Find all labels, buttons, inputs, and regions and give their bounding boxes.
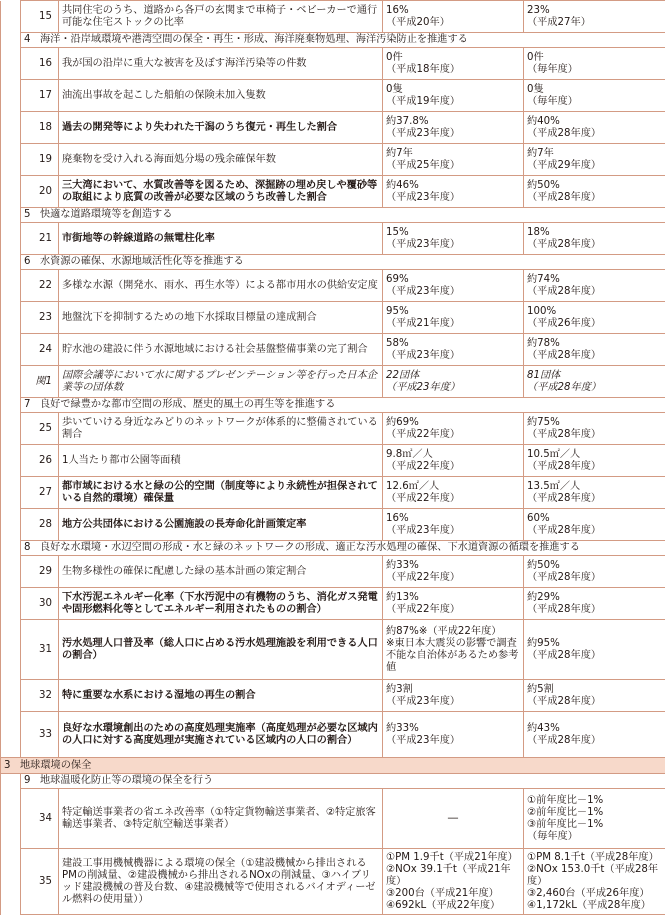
section-number: 5: [24, 209, 40, 221]
section-header-cell: [21, 398, 665, 413]
indent-cell: [1, 112, 21, 144]
indicator-description: 特定輸送事業者の省エネ改善率（①特定貨物輸送事業者、②特定旅客輸送事業者、③特定航空輸送事業者）: [59, 789, 383, 849]
target-value-line: 18%: [527, 227, 662, 239]
current-value-line: 22団体: [386, 370, 520, 382]
indicator-number: 33: [21, 712, 59, 758]
indicator-number: 32: [21, 680, 59, 712]
target-value-line: （平成28年度）: [527, 650, 662, 662]
target-value-cell: [524, 556, 665, 588]
current-value-cell: [383, 849, 524, 915]
indent-cell: [1, 509, 21, 541]
indicator-description: 生物多様性の確保に配慮した緑の基本計画の策定割合: [59, 556, 383, 588]
target-value-cell: [524, 509, 665, 541]
current-value-line: 12.6㎡／人: [386, 481, 520, 493]
indicator-number: 29: [21, 556, 59, 588]
current-value-cell: [383, 712, 524, 758]
target-value-line: 約50%: [527, 180, 662, 192]
current-value-cell: [383, 48, 524, 80]
current-value-line: （平成18年度）: [386, 64, 520, 76]
target-value-line: （平成28年度）: [527, 493, 662, 505]
current-value-cell: [383, 509, 524, 541]
current-value-line: 0隻: [386, 84, 520, 96]
indicator-row: [1, 849, 665, 915]
section-number: 4: [24, 34, 40, 46]
indicator-row: [1, 413, 665, 445]
target-value-line: （平成28年度）: [527, 128, 662, 140]
current-value-line: 約46%: [386, 180, 520, 192]
target-value-line: （平成28年度）: [527, 696, 662, 708]
current-value-cell: [383, 680, 524, 712]
indicator-number: 27: [21, 477, 59, 509]
indicator-description: 地盤沈下を抑制するための地下水採取目標量の達成割合: [59, 302, 383, 334]
current-value-line: 16%: [386, 513, 520, 525]
indicator-description: 地方公共団体における公園施設の長寿命化計画策定率: [59, 509, 383, 541]
indicator-number: 18: [21, 112, 59, 144]
current-value-cell: [383, 176, 524, 208]
current-value-line: 約69%: [386, 417, 520, 429]
indent-cell: [1, 223, 21, 255]
indent-cell: [1, 477, 21, 509]
indicator-description: 我が国の沿岸に重大な被害を及ぼす海洋汚染等の件数: [59, 48, 383, 80]
target-value-line: 81団体: [527, 370, 662, 382]
section-title: 海洋・沿岸域環境や港湾空間の保全・再生・形成、海洋廃棄物処理、海洋汚染防止を推進する: [40, 34, 468, 45]
current-value-line: （平成23年度）: [386, 696, 520, 708]
current-value-line: （平成23年度）: [386, 192, 520, 204]
target-value-line: 60%: [527, 513, 662, 525]
indent-cell: [1, 541, 21, 556]
target-value-line: （平成28年度）: [527, 382, 662, 394]
current-value-line: （平成19年度）: [386, 96, 520, 108]
target-value-line: （平成28年度）: [527, 461, 662, 473]
current-value-cell: [383, 1, 524, 33]
target-value-cell: [524, 48, 665, 80]
current-value-line: ①PM 1.9千t（平成21年度）: [386, 852, 520, 864]
indent-cell: [1, 849, 21, 915]
section-title: 快適な道路環境等を創造する: [40, 209, 172, 220]
indent-cell: [1, 144, 21, 176]
indicator-row: [1, 223, 665, 255]
target-value-line: 13.5㎡／人: [527, 481, 662, 493]
section-header-row: [1, 398, 665, 413]
indicator-description: 油流出事故を起こした船舶の保険未加入隻数: [59, 80, 383, 112]
current-value-cell: [383, 620, 524, 680]
target-value-cell: [524, 223, 665, 255]
section-header-cell: [21, 541, 665, 556]
target-value-cell: [524, 620, 665, 680]
current-value-cell: [383, 556, 524, 588]
target-value-cell: [524, 80, 665, 112]
target-value-cell: [524, 789, 665, 849]
indicator-row: [1, 620, 665, 680]
category-header-row: [1, 758, 665, 774]
indent-cell: [1, 556, 21, 588]
current-value-cell: [383, 334, 524, 366]
current-value-cell: [383, 144, 524, 176]
section-header-cell: [21, 33, 665, 48]
target-value-line: 0隻: [527, 84, 662, 96]
indicator-description: 建設工事用機械機器による環境の保全（①建設機械から排出されるPMの削減量、②建設機械から排出されるNOxの削減量、③ハイブリッド建設機械の普及台数、④建設機械等で使用されるバイオディーゼル燃料の使用量））: [59, 849, 383, 915]
target-value-line: （平成29年度）: [527, 160, 662, 172]
indicator-number: 30: [21, 588, 59, 620]
indent-cell: [1, 366, 21, 398]
target-value-cell: [524, 477, 665, 509]
indent-cell: [1, 255, 21, 270]
current-value-cell: [383, 302, 524, 334]
target-value-cell: [524, 366, 665, 398]
indicator-row: [1, 366, 665, 398]
target-value-line: 約50%: [527, 560, 662, 572]
current-value-line: ―: [386, 813, 520, 825]
indicator-description: 国際会議等において水に関するプレゼンテーション等を行った日本企業等の団体数: [59, 366, 383, 398]
current-value-cell: [383, 366, 524, 398]
target-value-cell: [524, 270, 665, 302]
target-value-cell: [524, 144, 665, 176]
section-header-cell: [21, 208, 665, 223]
target-value-line: （平成28年度）: [527, 350, 662, 362]
current-value-line: 約87%※（平成22年度）: [386, 626, 520, 638]
indicator-description: 良好な水環境創出のための高度処理実施率（高度処理が必要な区域内の人口に対する高度処理が実施されている区域内の人口の割合）: [59, 712, 383, 758]
current-value-line: （平成22年度）: [386, 493, 520, 505]
current-value-line: 9.8㎡／人: [386, 449, 520, 461]
section-number: 9: [24, 775, 40, 787]
indicator-description: 共同住宅のうち、道路から各戸の玄関まで車椅子・ベビーカーで通行可能な住宅ストックの比率: [59, 1, 383, 33]
current-value-line: ②NOx 39.1千t（平成21年度）: [386, 864, 520, 888]
target-value-line: 約78%: [527, 338, 662, 350]
category-header-cell: [1, 758, 665, 774]
target-value-line: 約74%: [527, 274, 662, 286]
target-value-line: （平成28年度）: [527, 286, 662, 298]
indent-cell: [1, 445, 21, 477]
section-number: 6: [24, 256, 40, 268]
indicator-row: [1, 1, 665, 33]
current-value-line: （平成20年）: [386, 17, 520, 29]
current-value-line: （平成23年度）: [386, 735, 520, 747]
current-value-line: （平成23年度）: [386, 350, 520, 362]
current-value-line: ④692kL（平成22年度）: [386, 900, 520, 912]
indent-cell: [1, 712, 21, 758]
target-value-cell: [524, 712, 665, 758]
indicator-description: 歩いていける身近なみどりのネットワークが体系的に整備されている割合: [59, 413, 383, 445]
section-header-row: [1, 255, 665, 270]
indent-cell: [1, 302, 21, 334]
current-value-line: 約37.8%: [386, 116, 520, 128]
indicator-row: [1, 477, 665, 509]
indicator-row: [1, 176, 665, 208]
indicator-row: [1, 712, 665, 758]
current-value-line: 約7年: [386, 148, 520, 160]
target-value-line: 約43%: [527, 723, 662, 735]
indicator-number: 22: [21, 270, 59, 302]
target-value-cell: [524, 680, 665, 712]
target-value-line: 約5割: [527, 684, 662, 696]
indicator-row: [1, 112, 665, 144]
target-value-cell: [524, 334, 665, 366]
current-value-line: 95%: [386, 306, 520, 318]
indent-cell: [1, 588, 21, 620]
indicator-description: 1人当たり都市公園等面積: [59, 445, 383, 477]
target-value-line: （平成28年度）: [527, 572, 662, 584]
indicator-number: 17: [21, 80, 59, 112]
current-value-cell: [383, 477, 524, 509]
indicator-number: 25: [21, 413, 59, 445]
target-value-line: ④1,172kL（平成28年度）: [527, 900, 662, 912]
target-value-line: （平成28年度）: [527, 239, 662, 251]
indicator-number: 34: [21, 789, 59, 849]
indicator-description: 過去の開発等により失われた干潟のうち復元・再生した割合: [59, 112, 383, 144]
current-value-cell: [383, 789, 524, 849]
target-value-line: ②NOx 153.0千t（平成28年度）: [527, 864, 662, 888]
indicator-row: [1, 48, 665, 80]
indicator-number: 関1: [21, 366, 59, 398]
current-value-line: 58%: [386, 338, 520, 350]
target-value-line: 約40%: [527, 116, 662, 128]
indent-cell: [1, 270, 21, 302]
indicator-row: [1, 144, 665, 176]
indicator-description: 三大湾において、水質改善等を図るため、深掘跡の埋め戻しや覆砂等の取組により底質の改善が必要な区域のうち改善した割合: [59, 176, 383, 208]
indicator-description: 多様な水源（開発水、雨水、再生水等）による都市用水の供給安定度: [59, 270, 383, 302]
section-title: 良好な水環境・水辺空間の形成・水と緑のネットワークの形成、適正な汚水処理の確保、下水道資源の循環を推進する: [40, 542, 580, 553]
current-value-cell: [383, 223, 524, 255]
indicator-row: [1, 556, 665, 588]
target-value-line: （毎年度）: [527, 96, 662, 108]
indent-cell: [1, 33, 21, 48]
current-value-line: 16%: [386, 5, 520, 17]
target-value-cell: [524, 849, 665, 915]
current-value-line: （平成25年度）: [386, 160, 520, 172]
indicator-description: 貯水池の建設に伴う水源地域における社会基盤整備事業の完了割合: [59, 334, 383, 366]
target-value-cell: [524, 588, 665, 620]
target-value-line: 約95%: [527, 638, 662, 650]
target-value-line: 0件: [527, 52, 662, 64]
target-value-line: ①前年度比－1%: [527, 795, 662, 807]
indicator-row: [1, 680, 665, 712]
indicator-description: 市街地等の幹線道路の無電柱化率: [59, 223, 383, 255]
current-value-cell: [383, 270, 524, 302]
category-number: 3: [4, 760, 20, 772]
current-value-cell: [383, 588, 524, 620]
target-value-line: 約75%: [527, 417, 662, 429]
current-value-line: （平成23年度）: [386, 525, 520, 537]
current-value-line: （平成21年度）: [386, 318, 520, 330]
section-header-cell: [21, 255, 665, 270]
target-value-line: 約7年: [527, 148, 662, 160]
indicator-description: 都市域における水と緑の公的空間（制度等により永続性が担保されている自然的環境）確保量: [59, 477, 383, 509]
indicator-number: 35: [21, 849, 59, 915]
current-value-line: （平成23年度）: [386, 128, 520, 140]
current-value-line: 約3割: [386, 684, 520, 696]
section-title: 良好で緑豊かな都市空間の形成、歴史的風土の再生等を推進する: [40, 399, 335, 410]
indent-cell: [1, 413, 21, 445]
current-value-line: ※東日本大震災の影響で調査不能な自治体があるため参考値: [386, 638, 520, 674]
indent-cell: [1, 334, 21, 366]
section-header-row: [1, 208, 665, 223]
indicator-description: 特に重要な水系における湿地の再生の割合: [59, 680, 383, 712]
indicator-number: 21: [21, 223, 59, 255]
target-value-line: 23%: [527, 5, 662, 17]
current-value-line: 15%: [386, 227, 520, 239]
current-value-line: （平成23年度）: [386, 382, 520, 394]
target-value-cell: [524, 176, 665, 208]
target-value-line: （平成28年度）: [527, 429, 662, 441]
indicator-row: [1, 509, 665, 541]
section-title: 水資源の確保、水源地域活性化等を推進する: [40, 256, 244, 267]
indicator-number: 31: [21, 620, 59, 680]
target-value-cell: [524, 1, 665, 33]
indicator-description: 廃棄物を受け入れる海面処分場の残余確保年数: [59, 144, 383, 176]
target-value-cell: [524, 112, 665, 144]
indicator-number: 28: [21, 509, 59, 541]
target-value-line: ③2,460台（平成26年度）: [527, 888, 662, 900]
indicator-row: [1, 334, 665, 366]
target-value-line: 10.5㎡／人: [527, 449, 662, 461]
current-value-line: ③200台（平成21年度）: [386, 888, 520, 900]
indent-cell: [1, 680, 21, 712]
indicator-number: 19: [21, 144, 59, 176]
current-value-line: （平成22年度）: [386, 572, 520, 584]
indent-cell: [1, 620, 21, 680]
target-value-line: （平成27年）: [527, 17, 662, 29]
current-value-line: 0件: [386, 52, 520, 64]
current-value-line: （平成22年度）: [386, 429, 520, 441]
current-value-cell: [383, 413, 524, 445]
indent-cell: [1, 80, 21, 112]
current-value-line: 69%: [386, 274, 520, 286]
current-value-cell: [383, 445, 524, 477]
section-header-row: [1, 774, 665, 789]
target-value-line: ①PM 8.1千t（平成28年度）: [527, 852, 662, 864]
current-value-line: （平成22年度）: [386, 604, 520, 616]
indicator-number: 23: [21, 302, 59, 334]
indicator-description: 下水汚泥エネルギー化率（下水汚泥中の有機物のうち、消化ガス発電や固形燃料化等としてエネルギー利用されたものの割合）: [59, 588, 383, 620]
indicator-number: 26: [21, 445, 59, 477]
target-value-line: ③前年度比－1%: [527, 819, 662, 831]
section-header-row: [1, 541, 665, 556]
current-value-line: 約13%: [386, 592, 520, 604]
section-header-row: [1, 33, 665, 48]
section-number: 8: [24, 542, 40, 554]
indent-cell: [1, 176, 21, 208]
indicator-row: [1, 588, 665, 620]
indicator-row: [1, 80, 665, 112]
indicator-row: [1, 789, 665, 849]
current-value-line: （平成22年度）: [386, 461, 520, 473]
target-value-line: （平成28年度）: [527, 604, 662, 616]
indent-cell: [1, 1, 21, 33]
target-value-line: （平成26年度）: [527, 318, 662, 330]
target-value-line: 約29%: [527, 592, 662, 604]
indent-cell: [1, 774, 21, 789]
target-value-cell: [524, 302, 665, 334]
target-value-line: （平成28年度）: [527, 735, 662, 747]
indicator-number: 15: [21, 1, 59, 33]
indent-cell: [1, 398, 21, 413]
target-value-cell: [524, 445, 665, 477]
current-value-line: （平成23年度）: [386, 286, 520, 298]
target-value-cell: [524, 413, 665, 445]
target-value-line: ②前年度比－1%: [527, 807, 662, 819]
indicator-row: [1, 445, 665, 477]
target-value-line: （毎年度）: [527, 64, 662, 76]
current-value-line: （平成23年度）: [386, 239, 520, 251]
category-title: 地球環境の保全: [20, 760, 91, 771]
indicator-number: 24: [21, 334, 59, 366]
indent-cell: [1, 208, 21, 223]
indent-cell: [1, 789, 21, 849]
indicator-number: 20: [21, 176, 59, 208]
indent-cell: [1, 48, 21, 80]
current-value-line: 約33%: [386, 560, 520, 572]
indicator-row: [1, 270, 665, 302]
target-value-line: 100%: [527, 306, 662, 318]
target-value-line: （毎年度）: [527, 831, 662, 843]
current-value-cell: [383, 80, 524, 112]
section-header-cell: [21, 774, 665, 789]
current-value-line: 約33%: [386, 723, 520, 735]
target-value-line: （平成28年度）: [527, 192, 662, 204]
indicator-description: 汚水処理人口普及率（総人口に占める汚水処理施設を利用できる人口の割合）: [59, 620, 383, 680]
indicator-row: [1, 302, 665, 334]
section-title: 地球温暖化防止等の環境の保全を行う: [40, 775, 213, 786]
indicator-number: 16: [21, 48, 59, 80]
current-value-cell: [383, 112, 524, 144]
section-number: 7: [24, 399, 40, 411]
target-value-line: （平成28年度）: [527, 525, 662, 537]
